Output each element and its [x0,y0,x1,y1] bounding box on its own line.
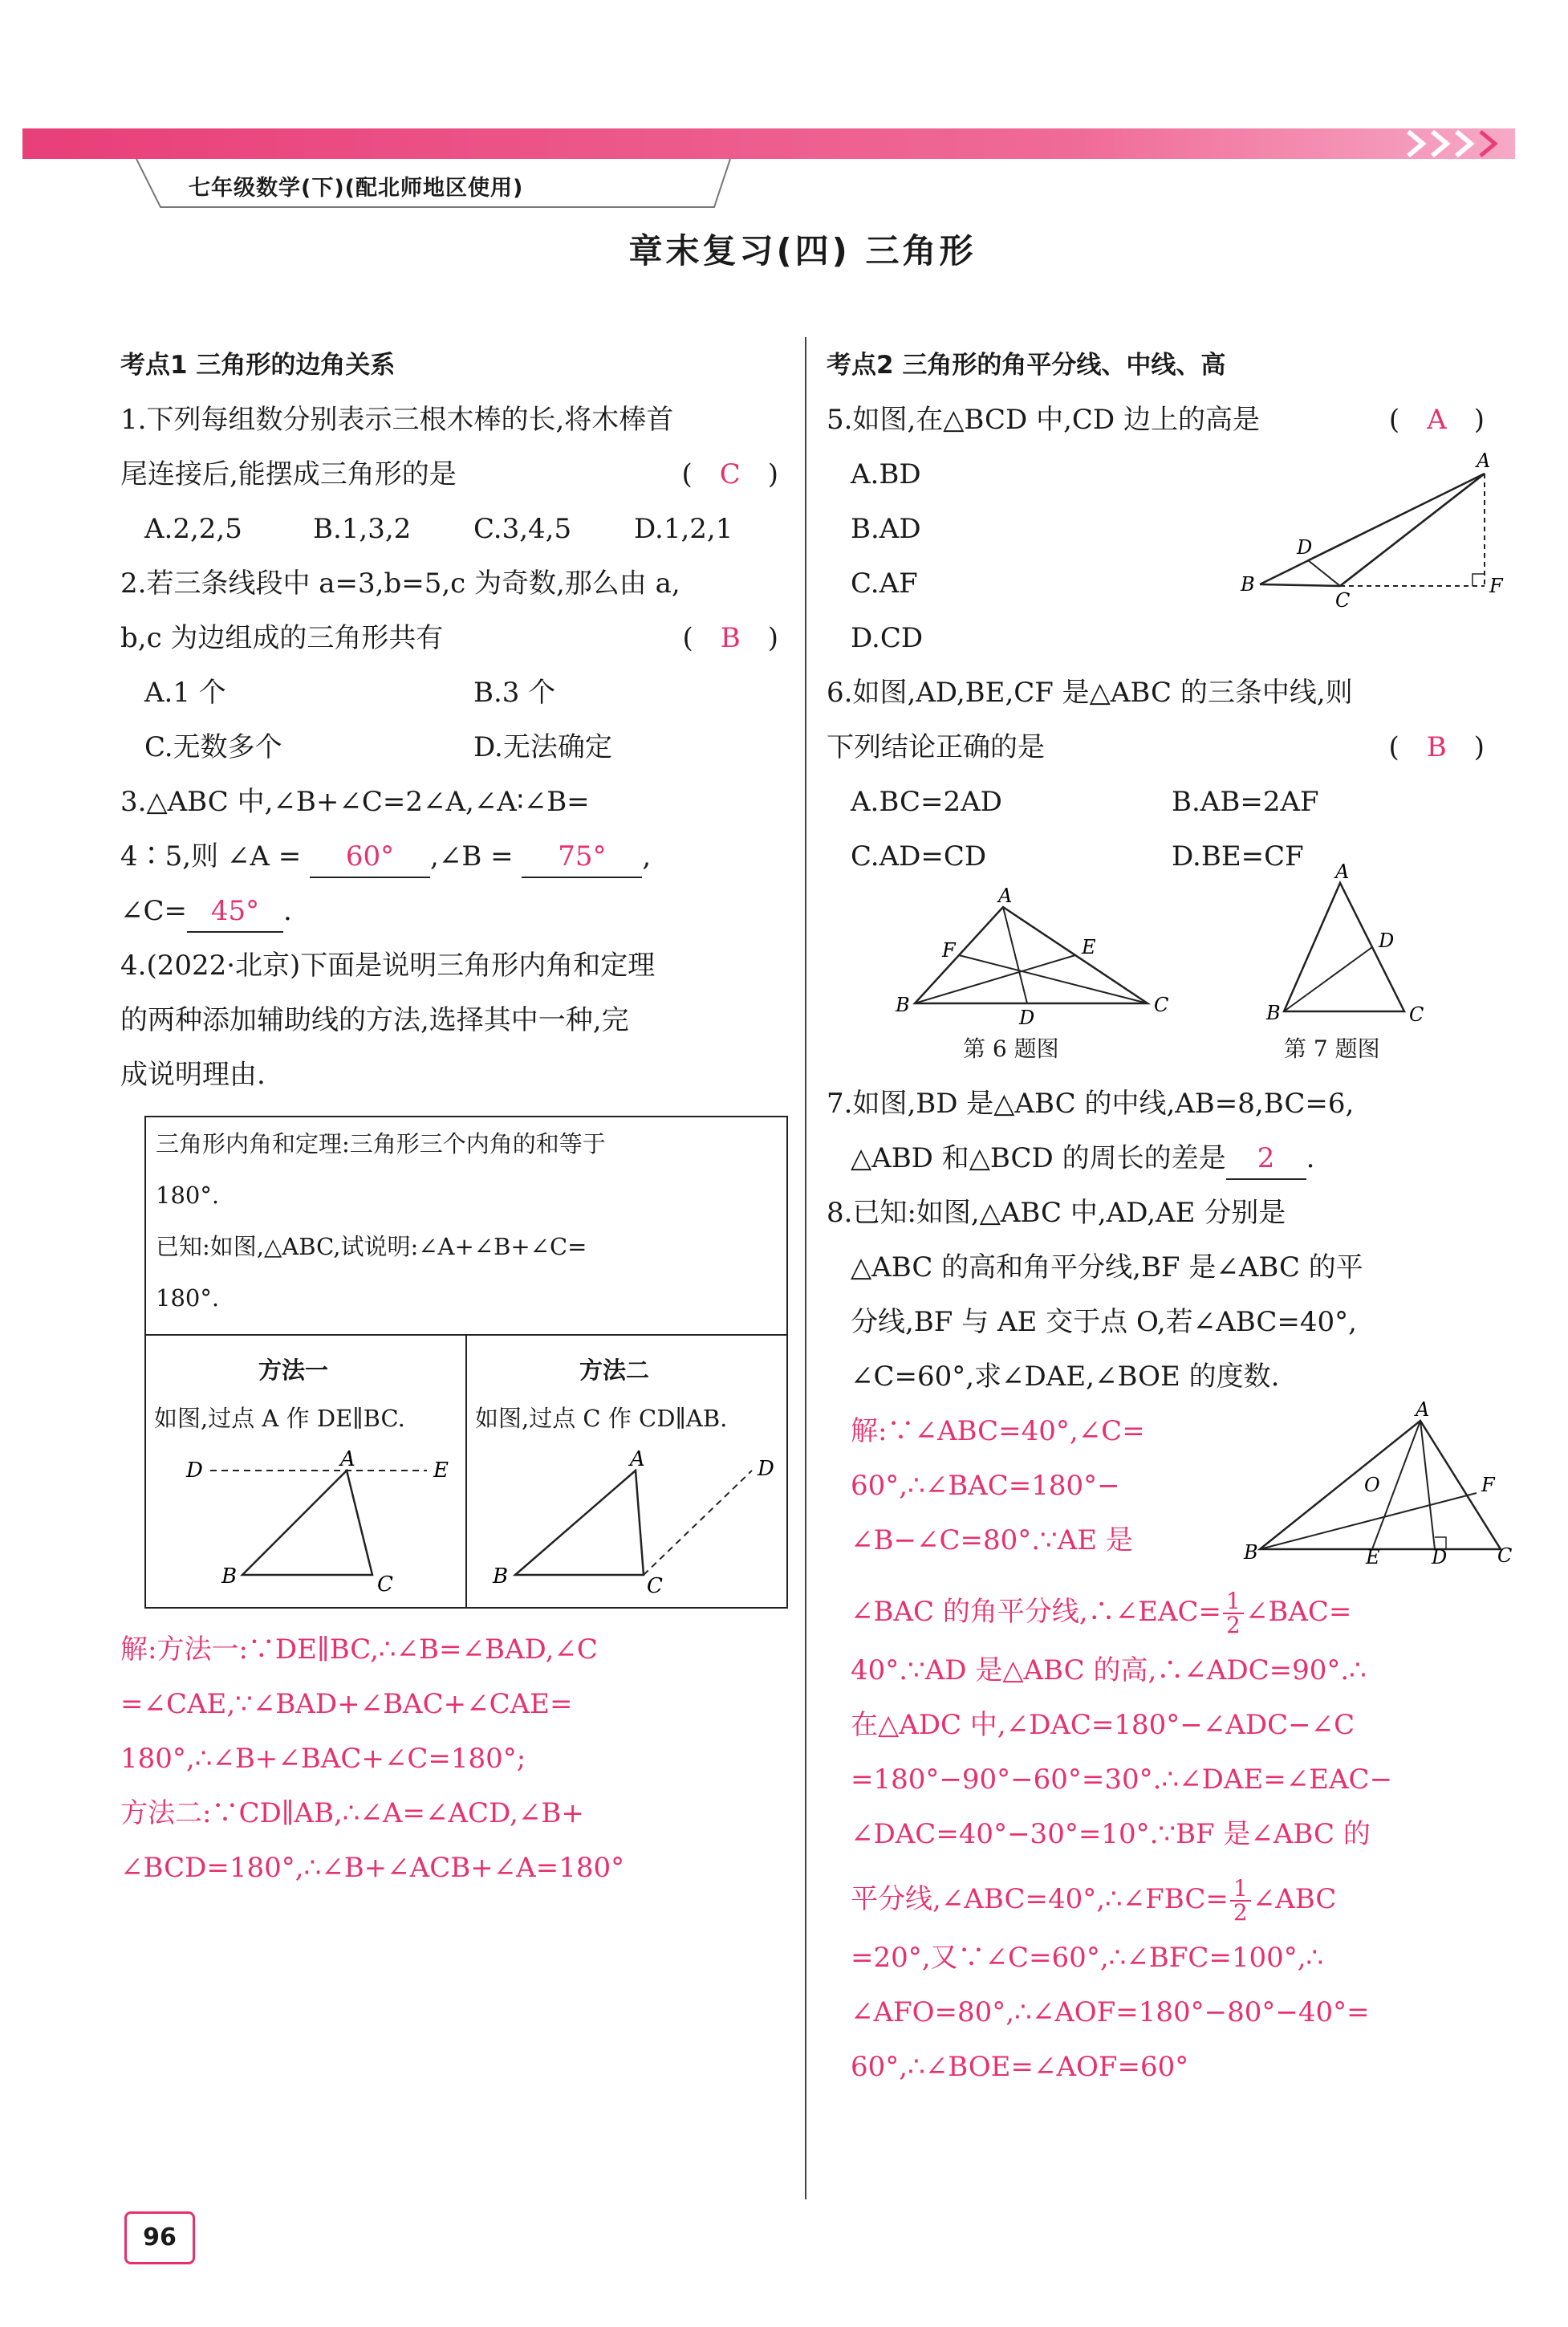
q6-line1: 6.如图,AD,BE,CF 是△ABC 的三条中线,则 [827,677,1353,709]
q6-label-c: C [1154,994,1169,1016]
q8-label-o: O [1364,1474,1380,1496]
method-one-figure [162,1447,459,1599]
q8-sol-7: =180°−90°−60°=30°.∴∠DAE=∠EAC− [851,1764,1393,1796]
book-title: 七年级数学(下)(配北师地区使用) [189,176,524,201]
q2-answer: B [720,622,741,654]
q8-label-a: A [1416,1398,1430,1421]
q8-line4: ∠C=60°,求∠DAE,∠BOE 的度数. [851,1361,1280,1393]
q8-label-f: F [1481,1474,1495,1496]
chevron-arrows-icon [1400,125,1521,162]
q8-sol-5: 40°.∵AD 是△ABC 的高,∴∠ADC=90°.∴ [851,1654,1367,1686]
q3-line1: 3.△ABC 中,∠B+∠C=2∠A,∠A∶∠B= [120,786,590,818]
q8-label-b: B [1244,1541,1258,1564]
q4-line1: 4.(2022·北京)下面是说明三角形内角和定理 [120,950,656,982]
q7-blank: 2 [1226,1138,1306,1180]
q6-figure [891,885,1196,1029]
q5-figure [1228,450,1517,610]
column-divider [805,337,806,2199]
q6-option-b: B.AB=2AF [1172,786,1319,818]
q3-blank-b: 75° [522,836,642,878]
q8-sol-6: 在△ADC 中,∠DAC=180°−∠ADC−∠C [851,1709,1355,1741]
q2-option-a: A.1 个 [144,677,226,709]
box-given-2: 180°. [156,1284,220,1312]
q8-sol-11: ∠AFO=80°,∴∠AOF=180°−80°−40°= [851,1996,1370,2028]
q5-option-b: B.AD [851,513,921,545]
q5-option-a: A.BD [851,458,921,490]
q5-line1: 5.如图,在△BCD 中,CD 边上的高是 ( A ) [827,404,1485,436]
q5-label-f: F [1489,575,1503,597]
q6-line2: 下列结论正确的是 ( B ) [827,731,1485,763]
fig1-label-b: B [221,1564,238,1589]
header-band [22,128,1515,159]
box-theorem-2: 180°. [156,1182,220,1209]
box-given-1: 已知:如图,△ABC,试说明:∠A+∠B+∠C= [156,1233,587,1260]
q8-sol-8: ∠DAC=40°−30°=10°.∵BF 是∠ABC 的 [851,1818,1371,1850]
method-two-title: 方法二 [579,1357,650,1384]
q8-label-d: D [1432,1546,1448,1568]
q3-line3: ∠C= 45° . [120,891,292,931]
q7-label-a: A [1335,860,1350,883]
fig2-label-c: C [647,1574,663,1598]
method-one-desc: 如图,过点 A 作 DE∥BC. [154,1405,405,1432]
q4-solution-3: 180°,∴∠B+∠BAC+∠C=180°; [120,1743,526,1775]
fig2-label-a: A [630,1447,645,1471]
q7-caption: 第 7 题图 [1284,1035,1380,1062]
q6-option-c: C.AD=CD [851,840,987,873]
q5-option-c: C.AF [851,568,918,600]
q7-line1: 7.如图,BD 是△ABC 的中线,AB=8,BC=6, [827,1088,1355,1120]
q3-blank-a: 60° [310,836,430,878]
q5-option-d: D.CD [851,622,924,654]
q4-solution-2: =∠CAE,∵∠BAD+∠BAC+∠CAE= [120,1688,573,1720]
page-number: 96 [124,2211,195,2264]
q4-line2: 的两种添加辅助线的方法,选择其中一种,完 [120,1004,629,1036]
q4-solution-4: 方法二:∵CD∥AB,∴∠A=∠ACD,∠B+ [120,1797,584,1829]
q6-caption: 第 6 题图 [963,1035,1059,1062]
q8-label-c: C [1497,1544,1513,1567]
q6-option-a: A.BC=2AD [851,786,1002,818]
q1-answer: C [719,458,741,490]
q8-sol-10: =20°,又∵∠C=60°,∴∠BFC=100°,∴ [851,1942,1324,1974]
q6-label-b: B [896,994,910,1016]
q7-label-c: C [1409,1003,1424,1026]
q5-label-b: B [1241,573,1255,596]
fig2-label-b: B [493,1564,509,1589]
q8-sol-12: 60°,∴∠BOE=∠AOF=60° [851,2051,1189,2083]
fig1-label-c: C [377,1572,393,1597]
q7-line2: △ABD 和△BCD 的周长的差是 2 . [851,1138,1314,1178]
q5-answer: A [1427,404,1447,436]
method-two-desc: 如图,过点 C 作 CD∥AB. [475,1405,728,1432]
q5-label-c: C [1335,589,1351,612]
q8-line2: △ABC 的高和角平分线,BF 是∠ABC 的平 [851,1251,1363,1284]
q2-line1: 2.若三条线段中 a=3,b=5,c 为奇数,那么由 a, [120,568,680,600]
q6-option-d: D.BE=CF [1172,840,1304,873]
q7-label-d: D [1379,930,1395,952]
q1-option-d: D.1,2,1 [634,513,733,545]
q7-figure [1244,860,1452,1027]
q2-line2: b,c 为边组成的三角形共有 ( B ) [120,622,778,654]
q6-label-f: F [942,939,956,962]
q8-sol-4: ∠BAC 的角平分线,∴∠EAC= $\frac{1}{2}$ ∠BAC= [851,1588,1352,1638]
q4-line3: 成说明理由. [120,1059,266,1091]
q8-line3: 分线,BF 与 AE 交于点 O,若∠ABC=40°, [851,1306,1357,1338]
q6-label-a: A [998,885,1013,907]
box-theorem-1: 三角形内角和定理:三角形三个内角的和等于 [156,1130,606,1157]
q5-label-a: A [1477,450,1491,472]
q1-line2: 尾连接后,能摆成三角形的是 ( C ) [120,458,778,490]
q8-sol-2: 60°,∴∠BAC=180°− [851,1470,1120,1502]
q5-label-d: D [1297,536,1313,559]
q2-option-b: B.3 个 [473,677,556,709]
q1-option-c: C.3,4,5 [473,513,572,545]
q3-line2: 4∶5,则 ∠A = 60° ,∠B = 75° , [120,836,651,877]
q1-line1: 1.下列每组数分别表示三根木棒的长,将木棒首 [120,404,674,436]
q6-label-e: E [1082,936,1096,958]
q4-solution-1: 解:方法一:∵DE∥BC,∴∠B=∠BAD,∠C [120,1633,598,1666]
q3-blank-c: 45° [187,891,283,933]
q6-answer: B [1426,731,1447,763]
q8-figure [1244,1398,1513,1568]
fig2-label-d: D [758,1457,774,1481]
q8-label-e: E [1366,1546,1380,1568]
q8-line1: 8.已知:如图,△ABC 中,AD,AE 分别是 [827,1197,1286,1229]
q8-sol-1: 解:∵∠ABC=40°,∠C= [851,1415,1145,1447]
fig1-label-a: A [340,1447,355,1471]
q7-label-b: B [1266,1002,1281,1024]
chapter-title: 章末复习(四) 三角形 [628,231,977,271]
q8-sol-3: ∠B−∠C=80°.∵AE 是 [851,1524,1133,1556]
section-title-2: 考点2 三角形的角平分线、中线、高 [827,351,1226,380]
box-divider-v [465,1334,467,1607]
q1-option-b: B.1,3,2 [313,513,412,545]
q2-option-c: C.无数多个 [144,731,282,763]
fig1-label-d: D [186,1458,203,1483]
q4-method-box [144,1116,788,1609]
method-two-figure [475,1447,780,1599]
q2-option-d: D.无法确定 [473,731,612,763]
q1-option-a: A.2,2,5 [144,513,242,545]
q6-label-d: D [1019,1007,1035,1029]
method-one-title: 方法一 [258,1357,329,1384]
q4-solution-5: ∠BCD=180°,∴∠B+∠ACB+∠A=180° [120,1852,625,1884]
section-title-1: 考点1 三角形的边角关系 [120,351,396,380]
q8-sol-9: 平分线,∠ABC=40°,∴∠FBC= $\frac{1}{2}$ ∠ABC [851,1875,1337,1926]
fig1-label-e: E [433,1458,449,1483]
